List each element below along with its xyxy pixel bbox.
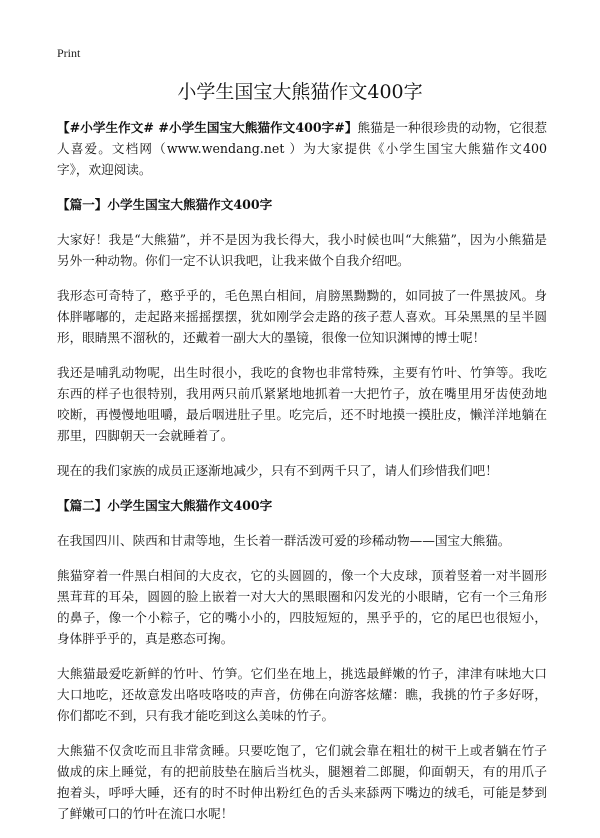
section1-paragraph-3: 我还是哺乳动物呢，出生时很小，我吃的食物也非常特殊，主要有竹叶、竹笋等。我吃东西的样子也很特别，我用两只前爪紧紧地地抓着一大把竹子，放在嘴里用牙齿使劲地咬断，再慢慢地咀嚼，最后咽进肚子里。吃完后，还不时地摸一摸肚皮，懒洋洋地躺在那里，四脚朝天一会就睡着了。 xyxy=(57,365,547,443)
article-body xyxy=(57,117,547,838)
section1-paragraph-4: 现在的我们家族的成员正逐渐地减少，只有不到两千只了，请人们珍惜我们吧！ xyxy=(57,463,498,478)
page-title: 小学生国宝大熊猫作文400字 xyxy=(177,81,423,103)
section1-paragraph-2: 我形态可奇特了，憨乎乎的，毛色黑白相间，肩膀黑黝黝的，如同披了一件黑披风。身体胖嘟嘟的，走起路来摇摇摆摆，犹如刚学会走路的孩子惹人喜欢。耳朵黑黑的呈半圆形，眼睛黑不溜秋的，还戴着一副大大的墨镜，很像一位知识渊博的博士呢！ xyxy=(57,288,547,345)
intro-paragraph xyxy=(57,117,547,180)
print-label: Print xyxy=(57,46,81,60)
section1-heading: 【篇一】小学生国宝大熊猫作文400字 xyxy=(57,197,273,212)
section2-heading: 【篇二】小学生国宝大熊猫作文400字 xyxy=(57,498,273,513)
intro-tags: 【#小学生作文# #小学生国宝大熊猫作文400字#】 xyxy=(57,120,358,135)
section1-paragraph-1: 大家好！我是“大熊猫”，并不是因为我长得大，我小时候也叫“大熊猫”，因为小熊猫是另外一种动物。你们一定不认识我吧，让我来做个自我介绍吧。 xyxy=(57,232,547,268)
intro-text: 熊猫是一种很珍贵的动物，它很惹人喜爱。文档网（www.wendang.net ）为大家提供《小学生国宝大熊猫作文400字》，欢迎阅读。 xyxy=(57,120,547,177)
section2-paragraph-3: 大熊猫最爱吃新鲜的竹叶、竹笋。它们坐在地上，挑选最鲜嫩的竹子，津津有味地大口大口地吃，还故意发出咯吱咯吱的声音，仿佛在向游客炫耀：瞧，我挑的竹子多好呀，你们都吃不到，只有我才能吃到这么美味的竹子。 xyxy=(57,666,547,723)
section2-paragraph-4: 大熊猫不仅贪吃而且非常贪睡。只要吃饱了，它们就会靠在粗壮的树干上或者躺在竹子做成的床上睡觉，有的把前肢垫在脑后当枕头，腿翘着二郎腿，仰面朝天，有的用爪子抱着头，呼呼大睡，还有的时不时伸出粉红色的舌头来舔两下嘴边的绒毛，可能是梦到了鲜嫩可口的竹叶在流口水呢！ xyxy=(57,743,547,821)
section2-paragraph-1: 在我国四川、陕西和甘肃等地，生长着一群活泼可爱的珍稀动物——国宝大熊猫。 xyxy=(57,533,511,548)
section2-paragraph-2: 熊猫穿着一件黑白相间的大皮衣，它的头圆圆的，像一个大皮球，顶着竖着一对半圆形黑茸茸的耳朵，圆圆的脸上嵌着一对大大的黑眼圈和闪发光的小眼睛，它有一个三角形的鼻子，像一个小粽子，它的嘴小小的，四肢短短的，黑乎乎的，它的尾巴也很短小，身体胖乎乎的，真是憨态可掬。 xyxy=(57,568,547,646)
